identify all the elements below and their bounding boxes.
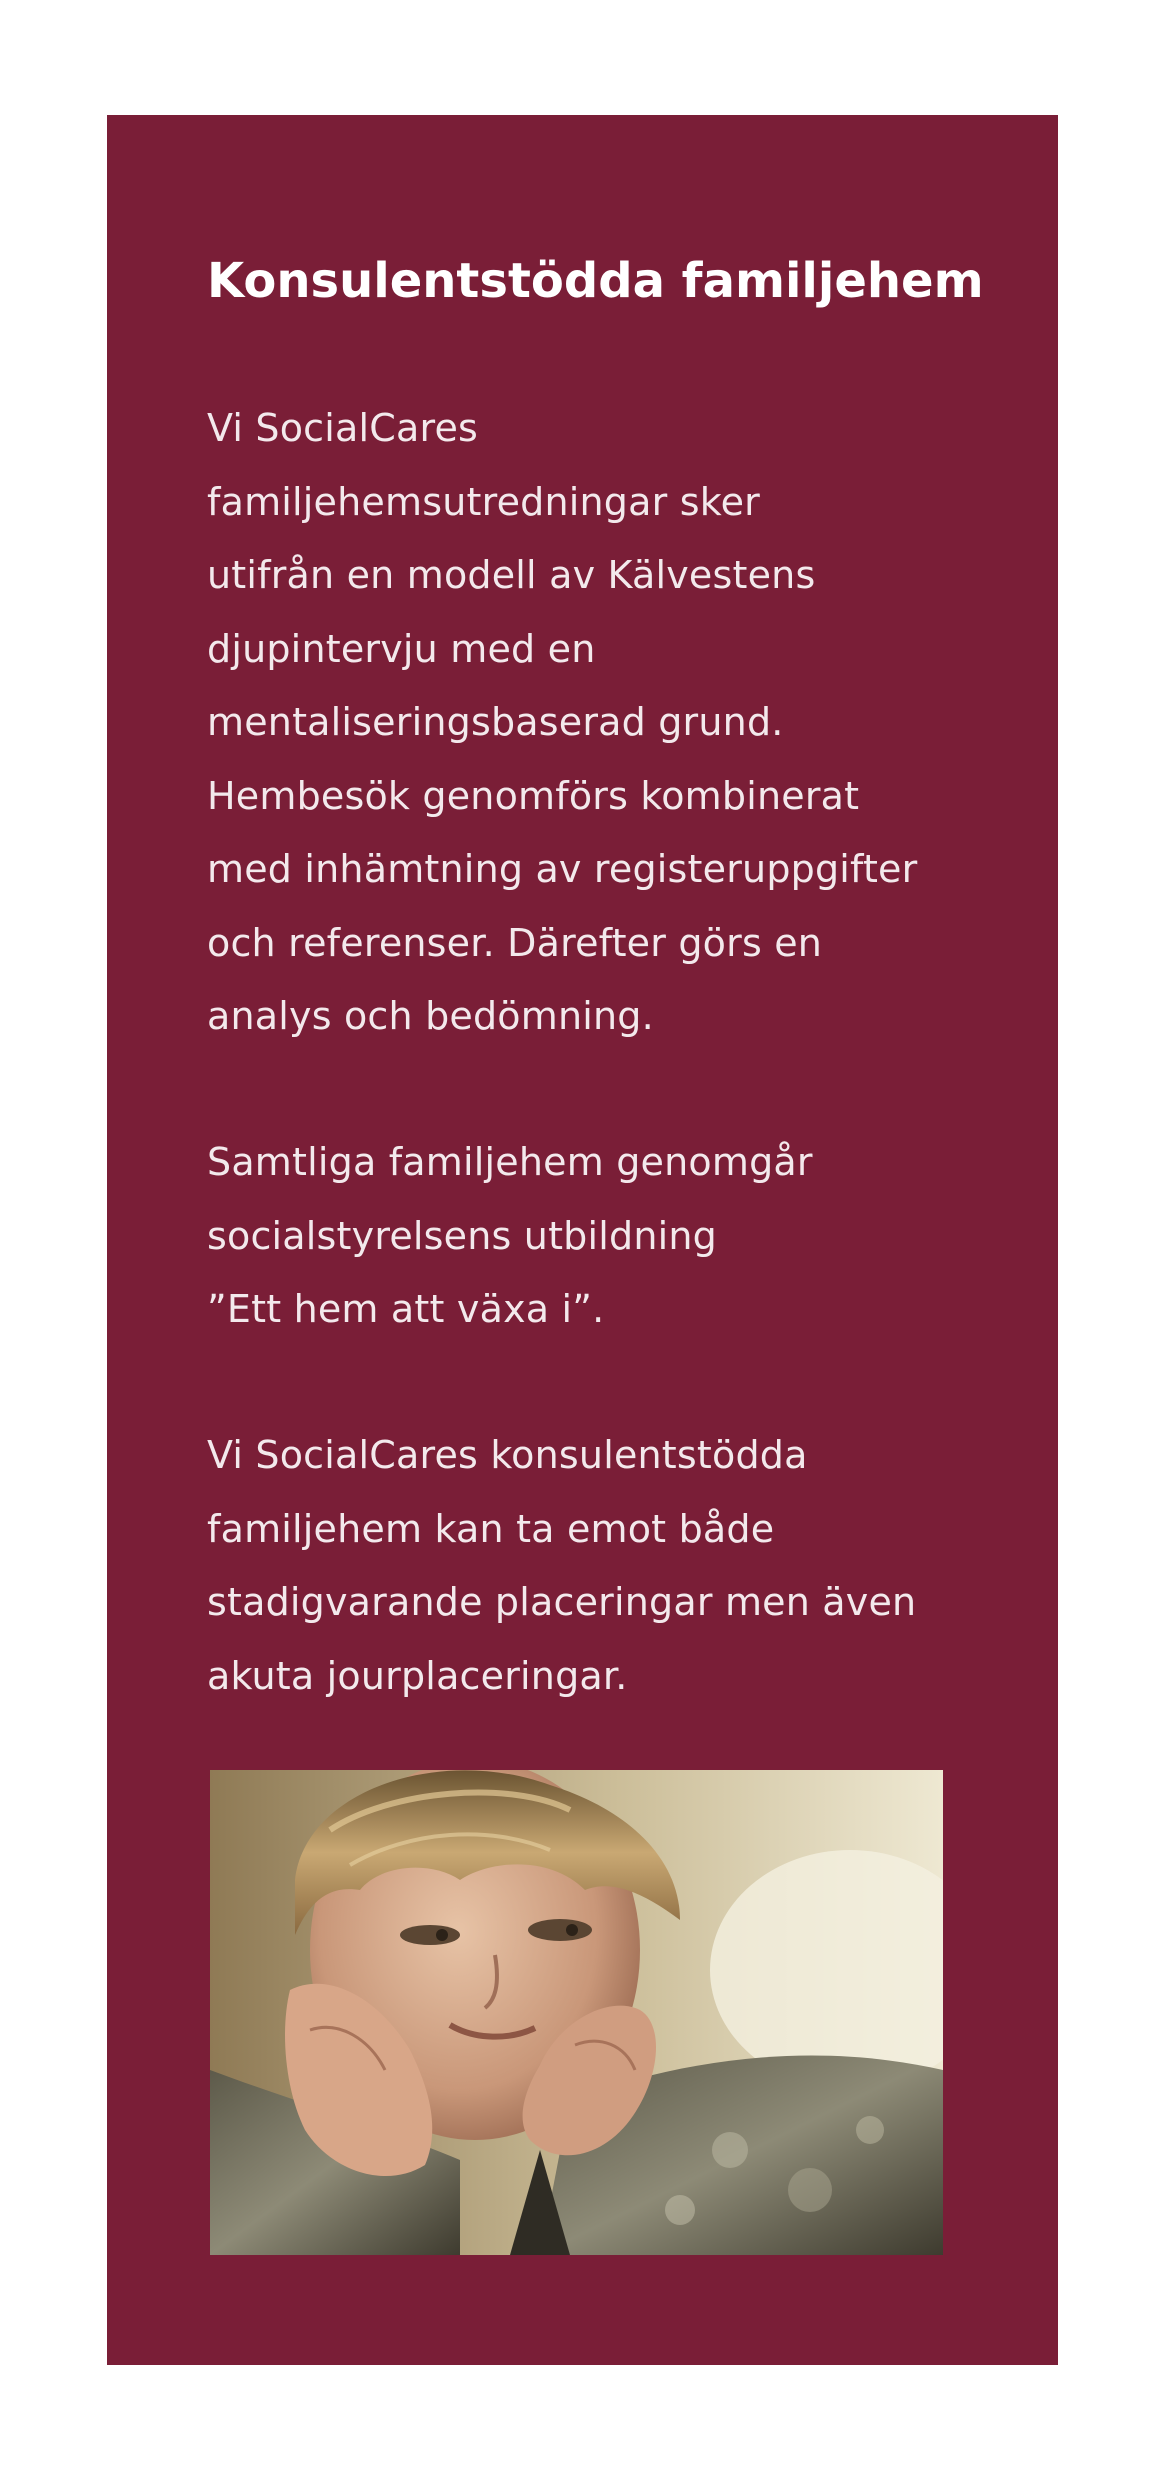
paragraph-training xyxy=(207,1126,813,1347)
panel-title: Konsulentstödda familjehem xyxy=(207,253,984,309)
paragraph-line: Vi SocialCares xyxy=(207,406,479,450)
paragraph-line: Samtliga familjehem genomgår xyxy=(207,1140,813,1184)
paragraph-family-home-assessment xyxy=(207,392,917,1054)
paragraph-line: ”Ett hem att växa i”. xyxy=(207,1287,605,1331)
paragraph-line: mentaliseringsbaserad grund. xyxy=(207,700,784,744)
paragraph-line: stadigvarande placeringar men även xyxy=(207,1580,917,1624)
paragraph-line: Vi SocialCares konsulentstödda xyxy=(207,1433,808,1477)
child-photo xyxy=(210,1770,943,2255)
paragraph-line: djupintervju med en xyxy=(207,626,596,671)
paragraph-line: socialstyrelsens utbildning xyxy=(207,1213,717,1258)
info-panel xyxy=(107,115,1058,2365)
paragraph-line: Hembesök genomförs kombinerat xyxy=(207,773,860,818)
paragraph-line: familjehem kan ta emot både xyxy=(207,1506,775,1551)
paragraph-line: familjehemsutredningar sker xyxy=(207,479,760,524)
paragraph-line: och referenser. Därefter görs en xyxy=(207,920,823,965)
paragraph-line: med inhämtning av registeruppgifter xyxy=(207,847,918,891)
paragraph-line: utifrån en modell av Kälvestens xyxy=(207,553,816,597)
paragraph-line: analys och bedömning. xyxy=(207,994,654,1038)
paragraph-placements xyxy=(207,1419,916,1713)
paragraph-line: akuta jourplaceringar. xyxy=(207,1653,628,1698)
